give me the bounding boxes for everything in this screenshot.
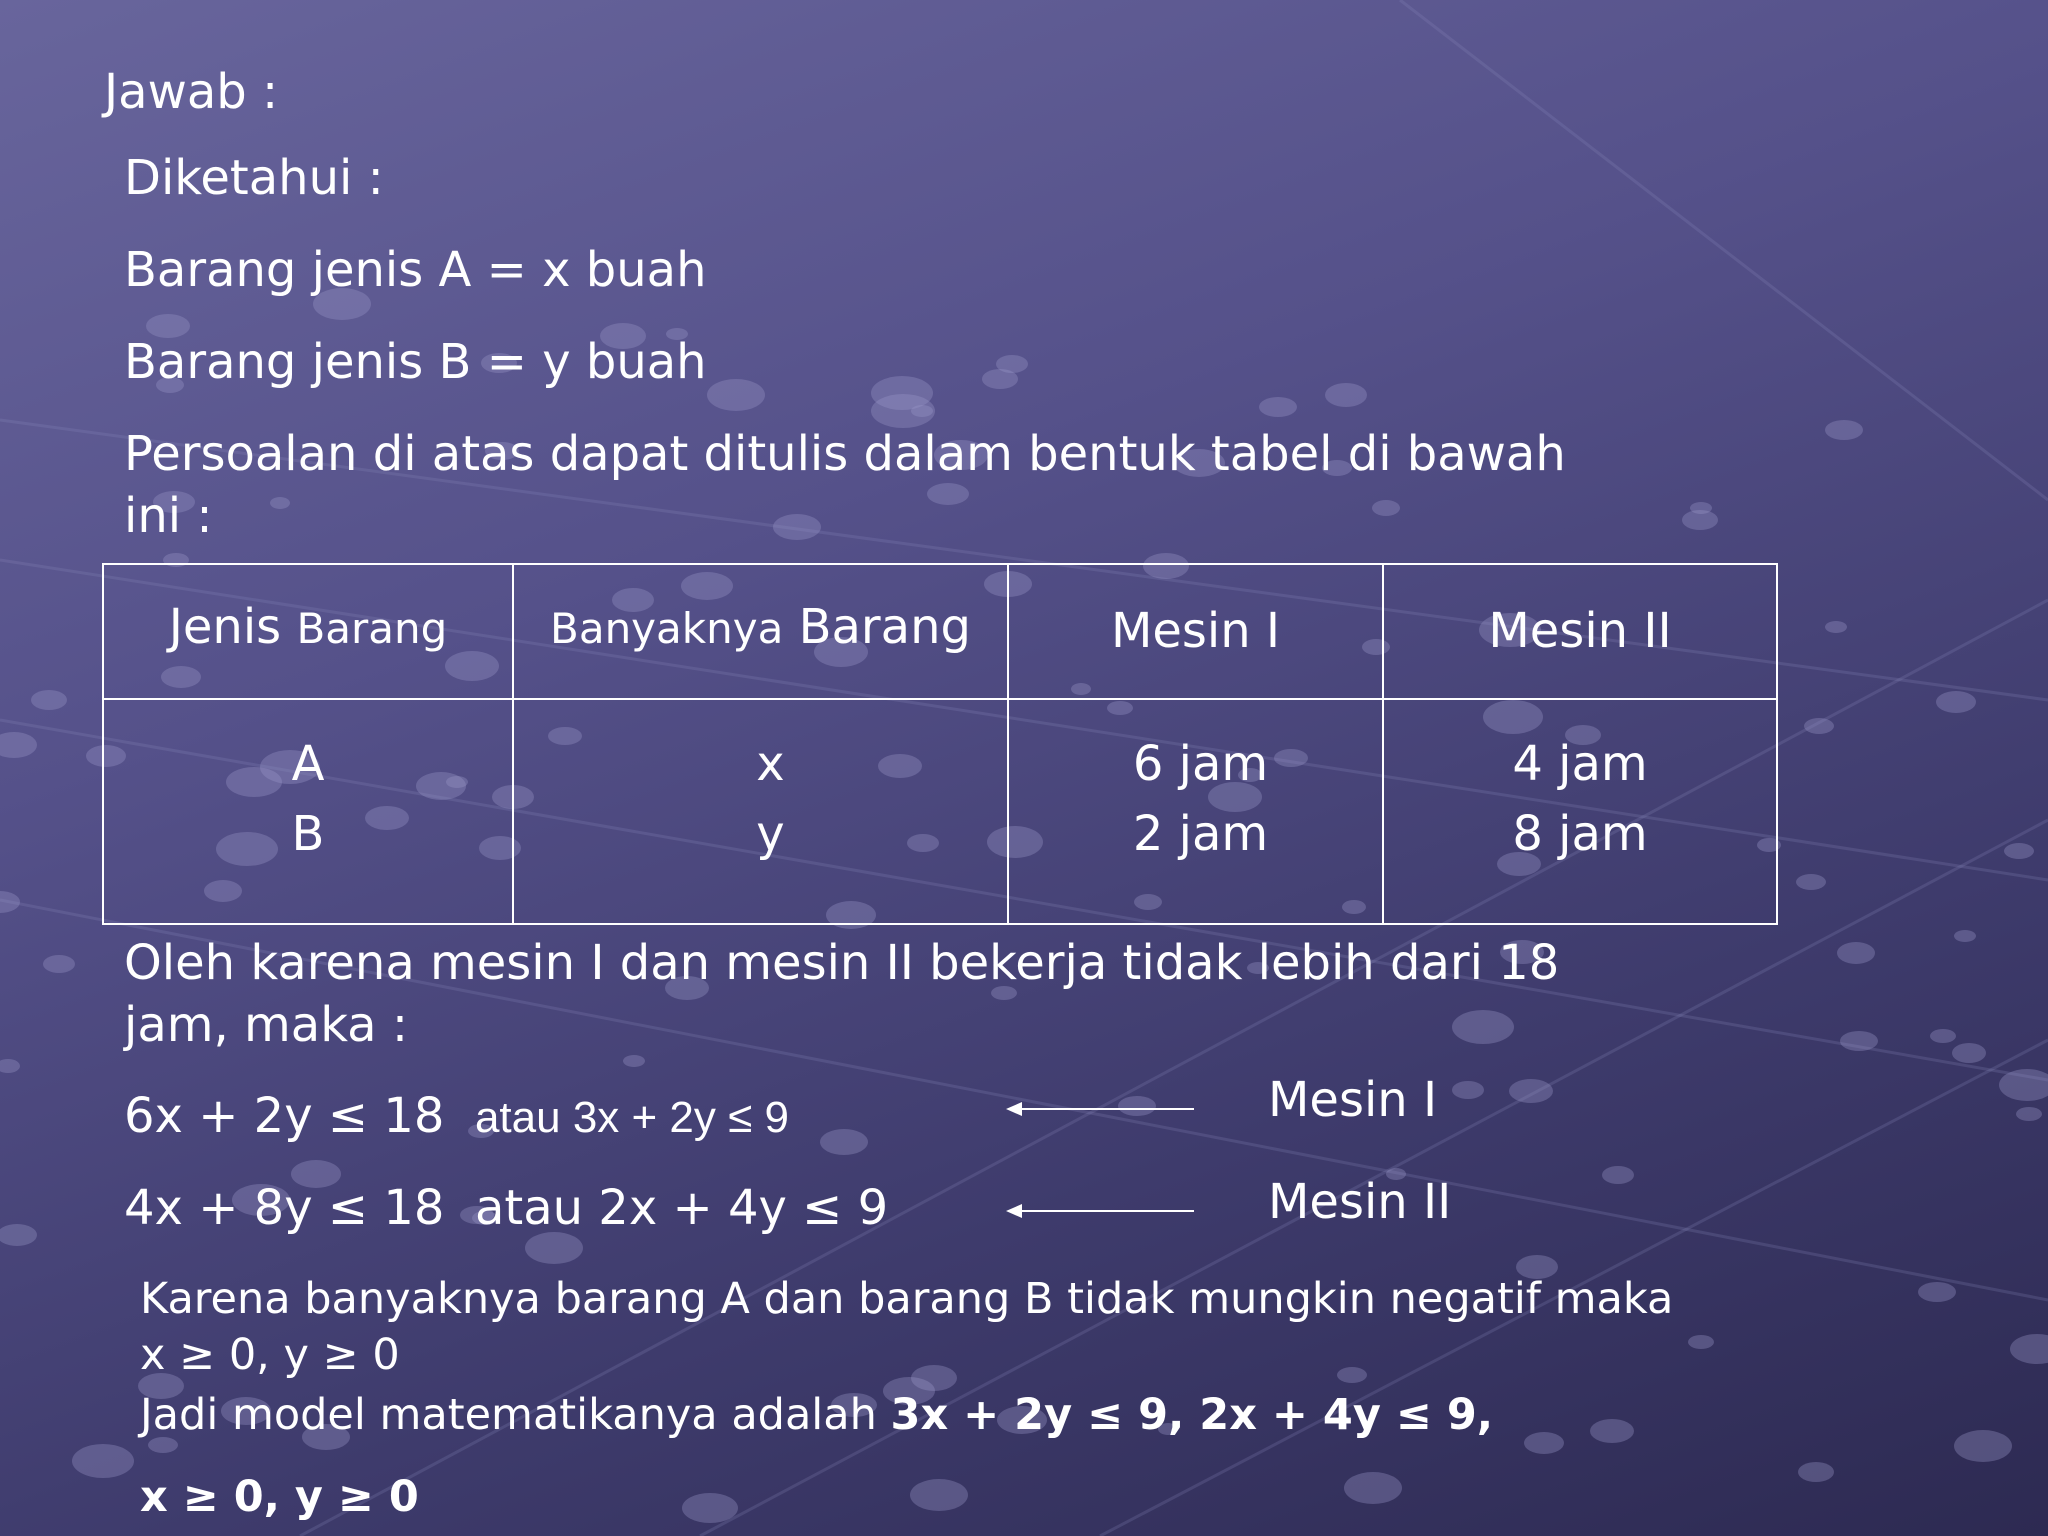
background-dot	[1682, 510, 1718, 530]
background-dot	[2016, 1107, 2042, 1121]
conclusion-model: 3x + 2y ≤ 9, 2x + 4y ≤ 9,	[890, 1390, 1494, 1440]
cell-banyaknya: x y	[513, 699, 1008, 924]
background-dot	[72, 1444, 134, 1478]
header-mesin-1: Mesin I	[1008, 564, 1383, 699]
background-dot	[1798, 1462, 1834, 1482]
background-dot	[1954, 1430, 2012, 1462]
equation-2-alt: atau 2x + 4y ≤ 9	[474, 1180, 889, 1236]
background-dot	[1325, 383, 1367, 407]
production-table	[102, 563, 1778, 925]
intro-line-1: Persoalan di atas dapat ditulis dalam bentuk tabel di bawah	[124, 426, 1566, 482]
equation-2-main: 4x + 8y ≤ 18	[124, 1180, 445, 1236]
background-dot	[982, 369, 1018, 389]
background-dot	[682, 1493, 738, 1523]
background-dot	[0, 1224, 37, 1246]
equation-1-main: 6x + 2y ≤ 18	[124, 1088, 445, 1144]
background-dot	[1954, 930, 1976, 942]
background-dot	[1337, 1367, 1367, 1383]
background-dot	[927, 483, 969, 505]
background-dot	[1452, 1081, 1484, 1099]
arrow-1-head-icon	[1006, 1102, 1022, 1116]
background-dot	[0, 891, 20, 913]
background-dot	[2004, 843, 2034, 859]
background-dot	[0, 732, 37, 758]
background-dot	[820, 1129, 868, 1155]
background-dot	[1840, 1031, 1878, 1051]
background-dot	[31, 690, 67, 710]
background-dot	[0, 1059, 20, 1073]
table-data-row	[103, 699, 1777, 924]
background-dot	[1118, 1096, 1156, 1116]
background-dot	[43, 955, 75, 973]
background-dot	[1524, 1432, 1564, 1454]
background-dot	[707, 379, 765, 411]
background-dot	[1952, 1043, 1986, 1063]
background-dot	[270, 497, 290, 509]
background-dot	[1918, 1282, 1956, 1302]
background-dot	[1837, 942, 1875, 964]
known-label: Diketahui :	[124, 150, 384, 206]
background-dot	[1509, 1079, 1553, 1103]
conclusion-nonneg: x ≥ 0, y ≥ 0	[140, 1472, 419, 1522]
line-item-b: Barang jenis B = y buah	[124, 334, 707, 390]
background-dot	[871, 376, 933, 410]
header-jenis-barang: Jenis Barang	[103, 564, 513, 699]
conclusion-prefix: Jadi model matematikanya adalah	[140, 1390, 891, 1440]
equation-2	[124, 1180, 888, 1238]
nonneg-line-1: Karena banyaknya barang A dan barang B tidak mungkin negatif maka	[140, 1274, 1674, 1324]
background-dot	[1804, 718, 1834, 734]
background-dot	[1825, 621, 1847, 633]
nonneg-line-2: x ≥ 0, y ≥ 0	[140, 1330, 400, 1380]
cell-jenis: A B	[103, 699, 513, 924]
background-dot	[1688, 1335, 1714, 1349]
background-dot	[1602, 1166, 1634, 1184]
equation-1-label: Mesin I	[1268, 1072, 1438, 1128]
background-dot	[2010, 1334, 2048, 1364]
intro-line-2: ini :	[124, 488, 213, 544]
conclusion-line	[140, 1390, 1493, 1442]
heading: Jawab :	[104, 64, 279, 120]
table-header-row	[103, 564, 1777, 699]
conclusion-last-line	[140, 1472, 419, 1524]
background-dot	[1796, 874, 1826, 890]
line-item-a: Barang jenis A = x buah	[124, 242, 707, 298]
equation-1-alt: atau 3x + 2y ≤ 9	[474, 1093, 789, 1142]
arrow-1-shaft	[1020, 1108, 1194, 1110]
background-dot	[1344, 1472, 1402, 1504]
arrow-2-head-icon	[1006, 1204, 1022, 1218]
background-dot	[1930, 1029, 1956, 1043]
equation-2-label: Mesin II	[1268, 1174, 1452, 1230]
background-dot	[1936, 691, 1976, 713]
header-mesin-2: Mesin II	[1383, 564, 1777, 699]
background-dot	[1259, 397, 1297, 417]
cell-mesin-1: 6 jam 2 jam	[1008, 699, 1383, 924]
background-dot	[1590, 1419, 1634, 1443]
background-dot	[623, 1055, 645, 1067]
background-dot	[773, 514, 821, 540]
background-dot	[910, 1479, 968, 1511]
since-line-2: jam, maka :	[124, 997, 408, 1053]
background-dot	[1452, 1010, 1514, 1044]
header-banyaknya-barang: Banyaknya Barang	[513, 564, 1008, 699]
cell-mesin-2: 4 jam 8 jam	[1383, 699, 1777, 924]
background-dot	[1372, 500, 1400, 516]
equation-1	[124, 1088, 789, 1146]
since-line-1: Oleh karena mesin I dan mesin II bekerja tidak lebih dari 18	[124, 935, 1560, 991]
arrow-2-shaft	[1020, 1210, 1194, 1212]
background-dot	[1825, 420, 1863, 440]
